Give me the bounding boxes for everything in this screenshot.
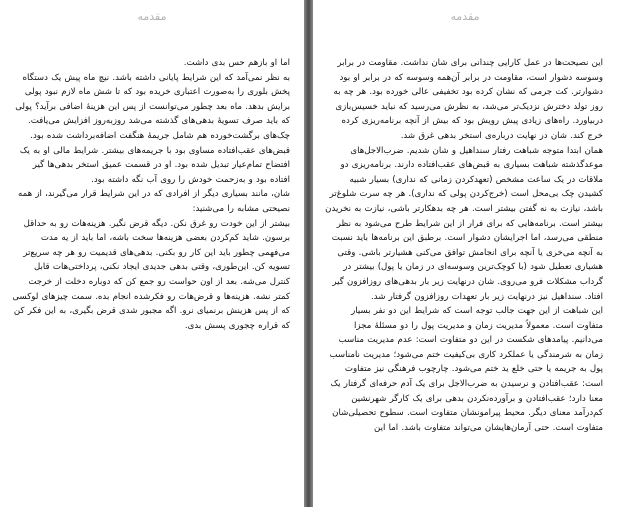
paragraph: این شباهت از این جهت جالب توجه است که شرایط این دو نفر بسیار متفاوت است. معمولاً مدیریت زمان و مدیریت پول را دو مسئلهٔ مجزا می‌دانیم. پیامدهای شکست در این دو متفاوت است: عدم مدیریت مناسب زمان به شرمندگی یا عملکرد کاری بی‌کیفیت ختم می‌شود؛ مدیریت نامناسب پول به جریمه یا حتی خلع ید ختم می‌شود. چارچوب فرهنگی نیز متفاوت است: عقب‌افتادن و نرسیدن به ضرب‌الاجل برای یک آدم حرفه‌ای گرفتار یک معنا دارد؛ عقب‌افتادن و برآورده‌نکردن بدهی برای یک کارگر شهرنشین کم‌درآمد معنای دیگر. محیط پیرامونشان متفاوت است. سطوح تحصیلی‌شان متفاوت است. حتی آرمان‌هایشان می‌تواند متفاوت باشد. اما این (329, 306, 603, 433)
page-title: مقدمه (450, 10, 480, 23)
page-body (12, 56, 290, 333)
paragraph: همان ابتدا متوجه شباهت رفتار سنداهیل و شان شدیم. ضرب‌الاجل‌های موعدگذشته شباهت بسیاری به قبض‌های عقب‌افتاده دارند. برنامه‌ریزی دو ملاقات در یک ساعت مشخص (تعهدکردن زمانی که نداری) بسیار شبیه کشیدن چک بی‌محل است (خرج‌کردن پولی که نداری). هر چه سرت شلوغ‌تر باشد، نیازت به نه گفتن بیشتر است. هر چه بدهکارتر باشی، نیازت به نخریدن بیشتر است. برنامه‌هایی که برای فرار از این شرایط طرح می‌شود به نظر منطقی می‌رسد، اما اجرایشان دشوار است. برطبق این برنامه‌ها باید نسبت به آنچه می‌خری یا آنچه برای انجامش توافق می‌کنی هشیارتر باشی. وقتی هشیاری تعطیل شود (با کوچک‌ترین وسوسه‌ای در زمان یا پول) بیشتر در گرداب مشکلات فرو می‌روی. شان درنهایت زیر بار بدهی‌های روزافزون گیر افتاد. سنداهیل نیز درنهایت زیر بار تعهدات روزافزون گرفتار شد. (325, 145, 603, 302)
paragraph: اما او بازهم حس بدی داشت. (183, 58, 290, 68)
page-title: مقدمه (137, 10, 167, 23)
left-page (0, 0, 304, 507)
paragraph: شان، مانند بسیاری دیگر از افرادی که در این شرایط قرار می‌گیرند، از همه نصیحتی مشابه را می‌شنید: (18, 189, 290, 214)
page-body (325, 56, 603, 435)
right-page (313, 0, 617, 507)
paragraph: به نظر نمی‌آمد که این شرایط پایانی داشته باشد. نیچ ماه پیش یک دستگاه پخش بلوری را به‌صورت اعتباری خریده بود که تا شش ماه لازم نبود پولی برایش بدهد. ماه بعد چطور می‌توانست از پس این هزینهٔ اضافی برآید؟ پولی که باید صرف تسویهٔ بدهی‌های گذشته می‌شد روزبه‌روز افزایش می‌یافت. چک‌های برگشت‌خورده هم شامل جریمهٔ هنگفت اضافه‌برداشت شده بود. قبض‌های عقب‌افتاده مساوی بود با جریمه‌های بیشتر. شرایط مالی او به یک افتضاح تمام‌عیار تبدیل شده بود. او در قسمت عمیق استخر بدهی‌ها گیر افتاده بود و به‌زحمت خودش را روی آب نگه داشته بود. (15, 72, 290, 185)
paragraph: بیشتر از این خودت رو غرق نکن. دیگه قرض نگیر. هزینه‌هات رو به حداقل برسون. شاید کم‌کردن بعضی هزینه‌ها سخت باشه، اما باید از یه مدت می‌فهمی چطور باید این کار رو بکنی. بدهی‌های قدیمیت رو هر چه سریع‌تر تسویه کن. این‌طوری، وقتی بدهی جدیدی ایجاد نکنی، پرداختی‌هات قابل کنترل می‌شه. بعد از اون حواست رو جمع کن که دوباره دخلت از خرجت کمتر نشه. هزینه‌ها و قرض‌هات رو فکرشده انجام بده. سمت چیزهای لوکسی که از پس هزینش برنمیای نرو. اگه مجبور شدی قرض بگیری، به این فکر کن که قراره چجوری پسش بدی. (12, 218, 290, 331)
paragraph: این نصیحت‌ها در عمل کارایی چندانی برای شان نداشت. مقاومت در برابر وسوسه دشوار است، مقاومت در برابر آن‌همه وسوسه که در برابر او بود دشوارتر. کت جرمی که نشان کرده بود تخفیفی عالی خورده بود. هر چه به روز تولد دخترش نزدیک‌تر می‌شد، به نظرش می‌رسید که نباید خسیس‌بازی دربیاورد. راه‌های زیادی پیش رویش بود که بیش از آنچه برنامه‌ریزی کرده خرج کند. شان در نهایت درباره‌ی استخر بدهی غرق شد. (333, 58, 603, 141)
book-spine-divider (304, 0, 313, 507)
